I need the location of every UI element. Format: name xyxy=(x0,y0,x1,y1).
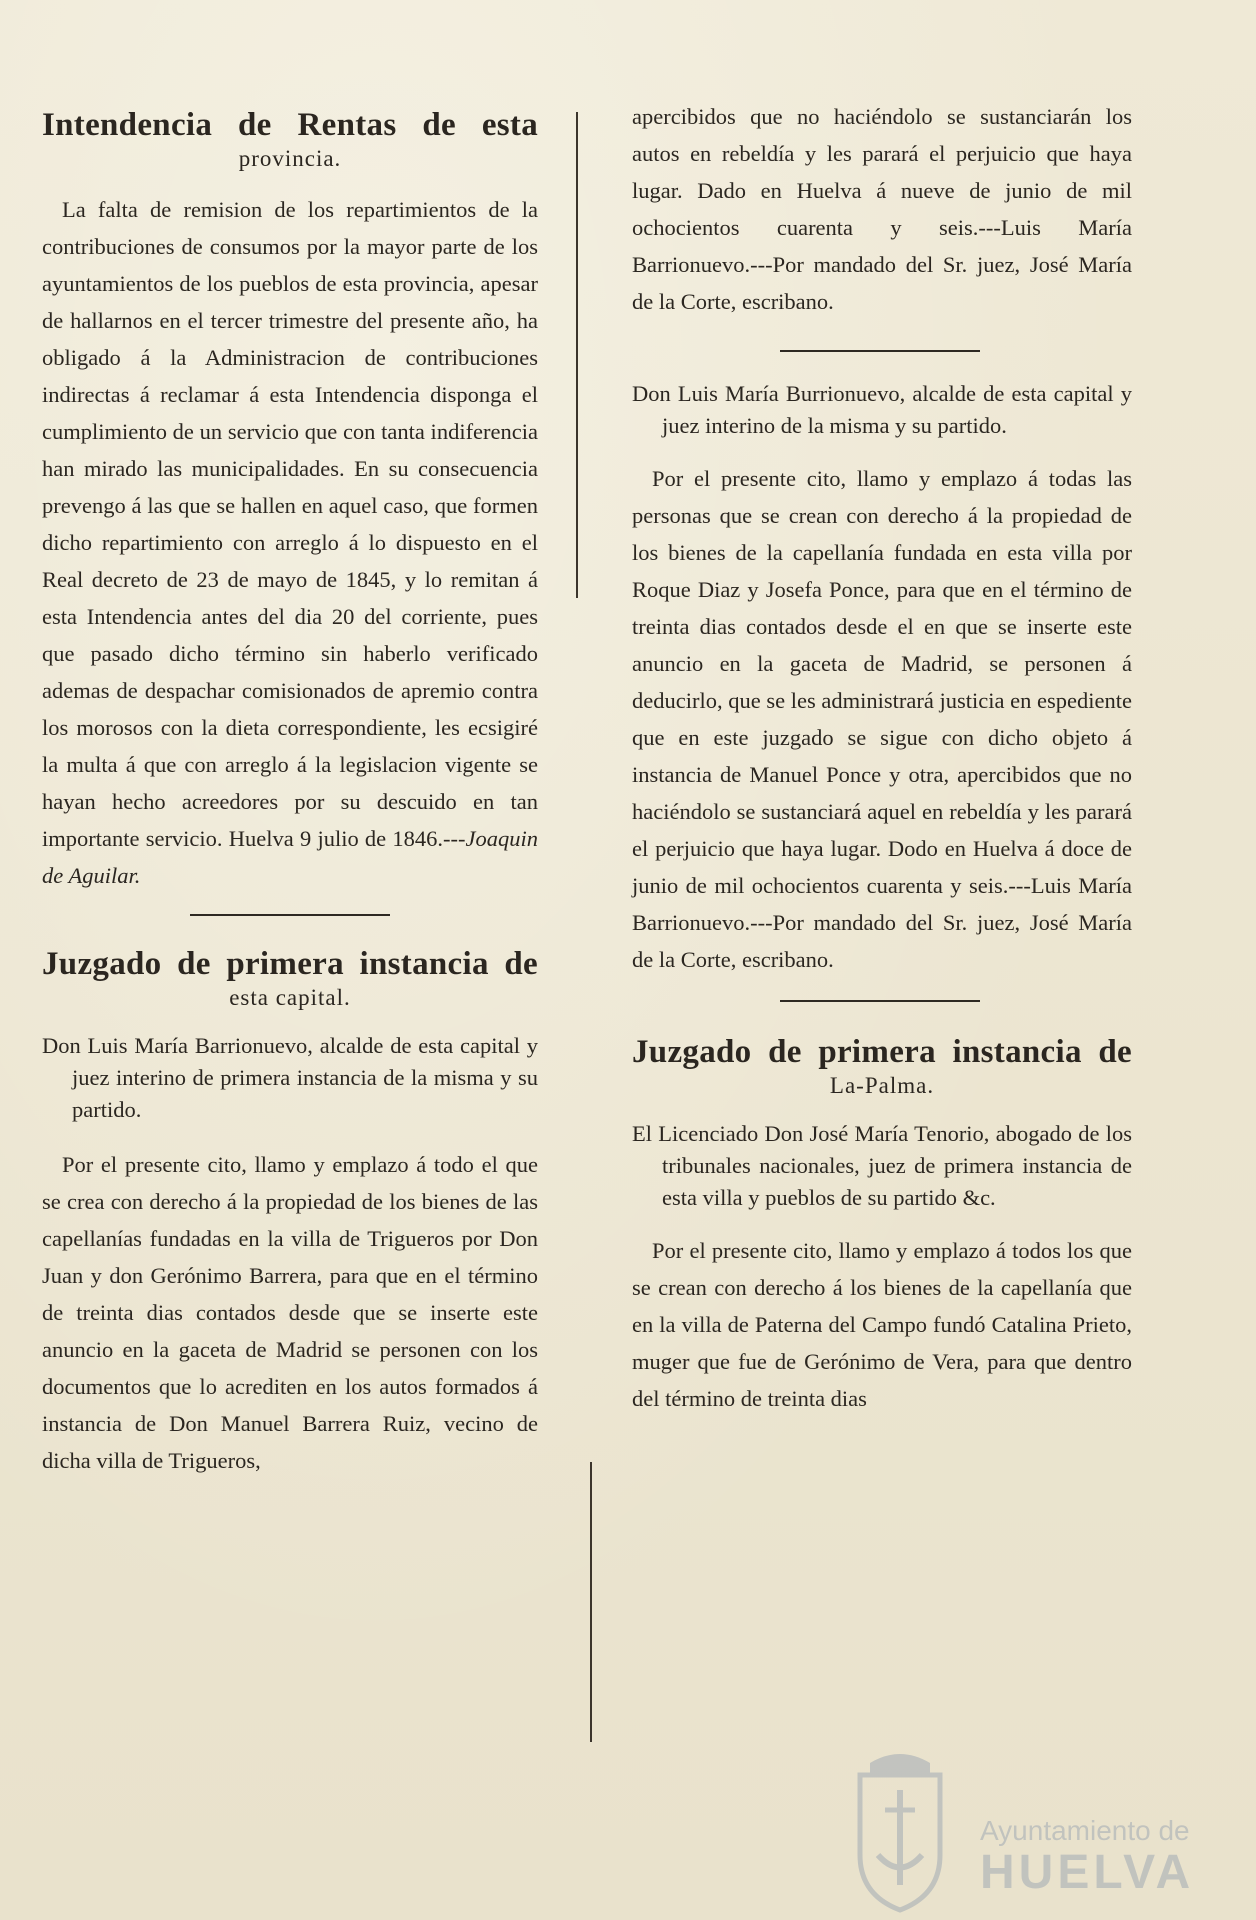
right-column xyxy=(632,98,1132,1417)
notice-body: Por el presente cito, llamo y emplazo á todos los que se crean con derecho á los bienes de la capellanía que en la villa de Paterna del Campo fundó Catalina Prieto, muger que fue de Gerónimo de Vera, para que dentro del término de treinta dias xyxy=(632,1238,1132,1411)
notice-continuation: apercibidos que no haciéndolo se sustanciarán los autos en rebeldía y les parará el perjuicio que haya lugar. Dado en Huelva á nueve de junio de mil ochocientos cuarenta y seis.---Luis María Barrionuevo.---Por mandado del Sr. juez, José María de la Corte, escribano. xyxy=(632,104,1132,314)
notice-juzgado-lapalma xyxy=(632,1032,1132,1417)
notice-subtitle: La-Palma. xyxy=(829,1073,935,1098)
notice-signature: Joaquin de Aguilar. xyxy=(42,826,538,888)
notice-body: Por el presente cito, llamo y emplazo á todas las personas que se crean con derecho á la propiedad de los bienes de la capellanía fundada en esta villa por Roque Diaz y Josefa Ponce, para que en el término de treinta dias contados desde el en que se inserte este anuncio en la gaceta de Madrid, se personen á deducirlo, que se les administrará justicia en espediente que en este juzgado se sigue con dicho objeto á instancia de Manuel Ponce y otra, apercibidos que no haciéndolo se sustanciará aquel en rebeldía y les parará el perjuicio que haya lugar. Dodo en Huelva á doce de junio de mil ochocientos cuarenta y seis.---Luis María Barrionuevo.---Por mandado del Sr. juez, José María de la Corte, escribano. xyxy=(632,466,1132,972)
notice-title: Intendencia de Rentas de esta xyxy=(42,107,538,143)
coat-of-arms-icon xyxy=(840,1745,960,1915)
section-separator xyxy=(190,914,390,916)
notice-title: Juzgado de primera instancia de xyxy=(632,1034,1132,1070)
notice-subtitle: provincia. xyxy=(238,146,342,171)
notice-subtitle: esta capital. xyxy=(229,985,351,1010)
notice-juzgado-capital xyxy=(42,944,538,1479)
notice-capellania-diaz xyxy=(632,378,1132,978)
notice-official: El Licenciado Don José María Tenorio, abogado de los tribunales nacionales, juez de primera instancia de esta villa y pueblos de su partido &c. xyxy=(632,1121,1132,1210)
watermark-line1: Ayuntamiento de xyxy=(980,1815,1190,1846)
notice-official: Don Luis María Barrionuevo, alcalde de esta capital y juez interino de primera instancia de la misma y su partido. xyxy=(42,1033,538,1122)
notice-intendencia xyxy=(42,105,538,894)
ayuntamiento-watermark xyxy=(840,1745,1195,1915)
section-separator xyxy=(780,1000,980,1002)
notice-official: Don Luis María Burrionuevo, alcalde de esta capital y juez interino de la misma y su partido. xyxy=(632,381,1132,438)
section-separator xyxy=(780,350,980,352)
notice-title: Juzgado de primera instancia de xyxy=(42,946,538,982)
column-divider-top xyxy=(576,112,578,598)
notice-body-text: La falta de remision de los repartimientos de la contribuciones de consumos por la mayor parte de los ayuntamientos de los pueblos de esta provincia, apesar de hallarnos en el tercer trimestre del presente año, ha obligado á la Administracion de contribuciones indirectas á reclamar á esta Intendencia disponga el cumplimiento de un servicio que con tanta indiferencia han mirado las municipalidades. En su consecuencia prevengo á las que se hallen en aquel caso, que formen dicho repartimiento con arreglo á lo dispuesto en el Real decreto de 23 de mayo de 1845, y lo remitan á esta Intendencia antes del dia 20 del corriente, pues que pasado dicho término sin haberlo verificado ademas de despachar comisionados de apremio contra los morosos con la dieta correspondiente, les ecsigiré la multa á que con arreglo á la legislacion vigente se hayan hecho acreedores por su descuido en tan importante servicio. Huelva 9 julio de 1846.--- xyxy=(42,197,538,851)
left-column xyxy=(42,105,538,1479)
notice-body: Por el presente cito, llamo y emplazo á todo el que se crea con derecho á la propiedad de los bienes de las capellanías fundadas en la villa de Trigueros por Don Juan y don Gerónimo Barrera, para que en el término de treinta dias contados desde que se inserte este anuncio en la gaceta de Madrid se personen con los documentos que lo acrediten en los autos formados á instancia de Don Manuel Barrera Ruiz, vecino de dicha villa de Trigueros, xyxy=(42,1152,538,1473)
watermark-line2: HUELVA xyxy=(980,1846,1195,1899)
column-divider-bottom xyxy=(590,1462,592,1742)
notice-body xyxy=(42,191,538,894)
